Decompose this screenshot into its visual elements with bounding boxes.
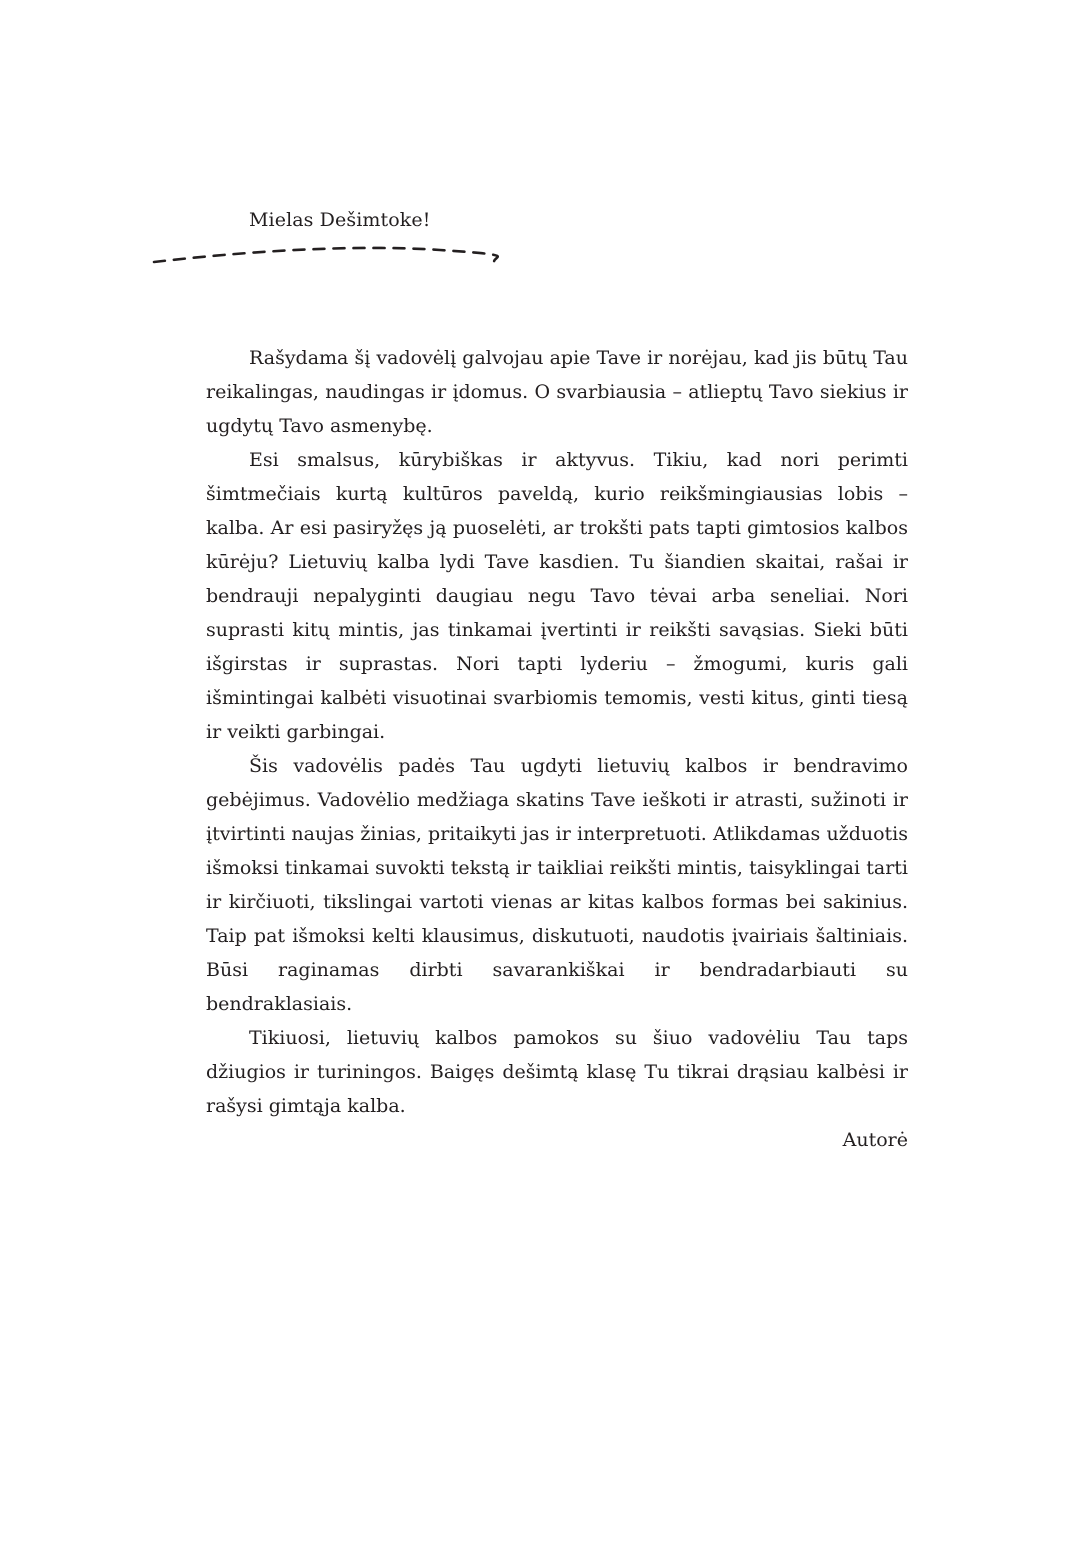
paragraph: Rašydama šį vadovėlį galvojau apie Tave ir norėjau, kad jis būtų Tau reikalingas, naudingas ir įdomus. O svarbiausia – atlieptų Tavo siekius ir ugdytų Tavo asmenybę. <box>206 347 908 437</box>
dashed-arc <box>150 236 510 276</box>
paragraph: Šis vadovėlis padės Tau ugdyti lietuvių kalbos ir bendravimo gebėjimus. Vadovėlio medžiaga skatins Tave ieškoti ir atrasti, sužinoti ir įtvirtinti naujas žinias, pritaikyti jas ir interpretuoti. Atlikdamas užduotis išmoksi tinkamai suvokti tekstą ir taikliai reikšti mintis, taisyklingai tarti ir kirčiuoti, tikslingai vartoti vienas ar kitas kalbos formas bei sakinius. Taip pat išmoksi kelti klausimus, diskutuoti, naudotis įvairiais šaltiniais. Būsi raginamas dirbti savarankiškai ir bendradarbiauti su bendraklasiais. <box>206 755 908 1015</box>
signature: Autorė <box>842 1129 908 1151</box>
letter-body <box>206 341 908 1157</box>
paragraph: Esi smalsus, kūrybiškas ir aktyvus. Tikiu, kad nori perimti šimtmečiais kurtą kultūros paveldą, kurio reikšmingiausias lobis – kalba. Ar esi pasiryžęs ją puoselėti, ar trokšti pats tapti gimtosios kalbos kūrėju? Lietuvių kalba lydi Tave kasdien. Tu šiandien skaitai, rašai ir bendrauji nepalyginti daugiau negu Tavo tėvai arba seneliai. Nori suprasti kitų mintis, jas tinkamai įvertinti ir reikšti savąsias. Sieki būti išgirstas ir suprastas. Nori tapti lyderiu – žmogumi, kuris gali išmintingai kalbėti visuotinai svarbiomis temomis, vesti kitus, ginti tiesą ir veikti garbingai. <box>206 449 908 743</box>
paragraph: Tikiuosi, lietuvių kalbos pamokos su šiuo vadovėliu Tau taps džiugios ir turiningos. Baigęs dešimtą klasę Tu tikrai drąsiau kalbėsi ir rašysi gimtąja kalba. <box>206 1027 908 1117</box>
greeting: Mielas Dešimtoke! <box>249 209 431 231</box>
